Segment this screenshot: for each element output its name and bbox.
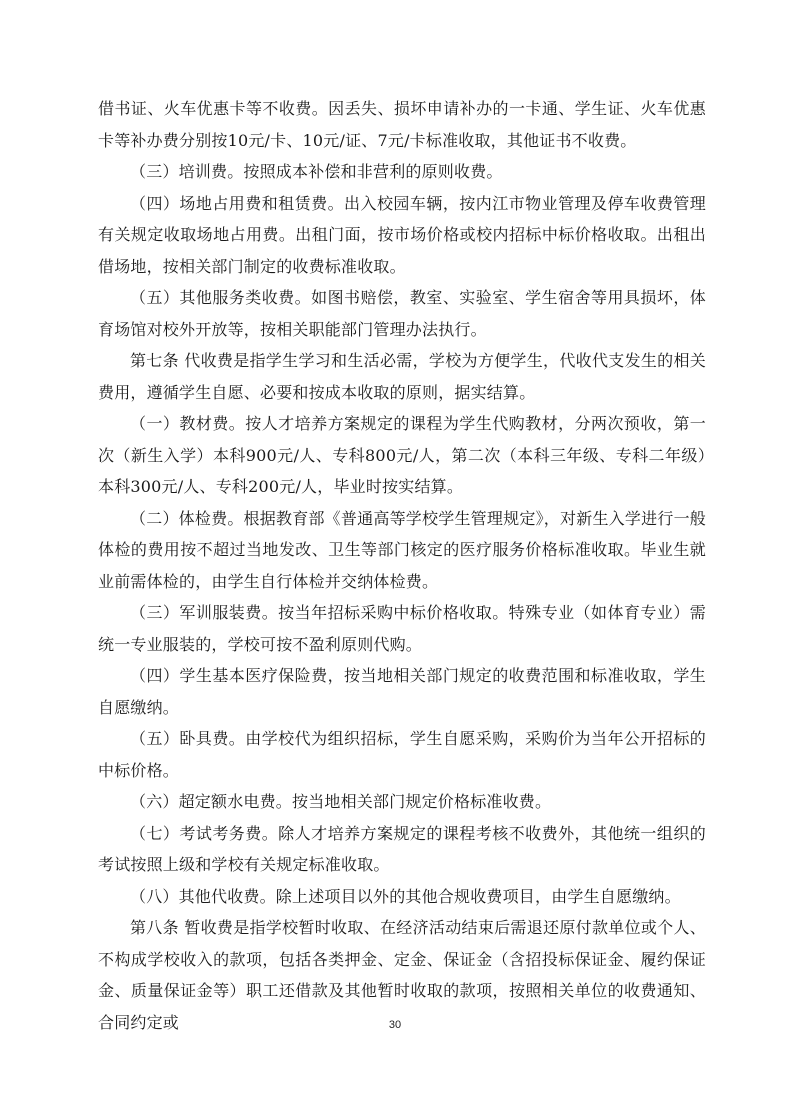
paragraph-other-service-fee: （五）其他服务类收费。如图书赔偿，教室、实验室、学生宿舍等用具损坏，体育场馆对校外开放等，按相关职能部门管理办法执行。 [98,288,706,339]
paragraph-venue-rental-fee: （四）场地占用费和租赁费。出入校园车辆，按内江市物业管理及停车收费管理有关规定收取场地占用费。出租门面，按市场价格或校内招标中标价格收取。出租出借场地，按相关部门制定的收费标准收取。 [98,193,706,276]
page-number: 30 [388,1019,402,1031]
paragraph-textbook-fee: （一）教材费。按人才培养方案规定的课程为学生代购教材，分两次预收，第一次（新生入学）本科900元/人、专科800元/人，第二次（本科三年级、专科二年级）本科300元/人、专科200元/人，毕业时按实结算。 [98,414,706,496]
paragraph-training-fee: （三）培训费。按照成本补偿和非营利的原则收费。 [130,162,503,181]
paragraph-fee-continuation: 借书证、火车优惠卡等不收费。因丢失、损坏申请补办的一卡通、学生证、火车优惠卡等补办费分别按10元/卡、10元/证、7元/卡标准收取，其他证书不收费。 [98,99,706,150]
paragraph-utilities-fee: （六）超定额水电费。按当地相关部门规定价格标准收费。 [130,792,552,811]
paragraph-medical-insurance-fee: （四）学生基本医疗保险费，按当地相关部门规定的收费范围和标准收取，学生自愿缴纳。 [98,666,706,717]
paragraph-exam-fee: （七）考试考务费。除人才培养方案规定的课程考核不收费外，其他统一组织的考试按照上级和学校有关规定标准收取。 [98,823,706,874]
paragraph-article-7: 第七条 代收费是指学生学习和生活必需，学校为方便学生，代收代支发生的相关费用，遵循学生自愿、必要和按成本收取的原则，据实结算。 [98,351,706,402]
paragraph-bedding-fee: （五）卧具费。由学校代为组织招标，学生自愿采购，采购价为当年公开招标的中标价格。 [98,729,706,780]
paragraph-medical-exam-fee: （二）体检费。根据教育部《普通高等学校学生管理规定》，对新生入学进行一般体检的费用按不超过当地发改、卫生等部门核定的医疗服务价格标准收取。毕业生就业前需体检的，由学生自行体检并交纳体检费。 [98,508,706,591]
paragraph-military-uniform-fee: （三）军训服装费。按当年招标采购中标价格收取。特殊专业（如体育专业）需统一专业服装的，学校可按不盈利原则代购。 [98,603,706,654]
paragraph-other-collection-fee: （八）其他代收费。除上述项目以外的其他合规收费项目，由学生自愿缴纳。 [130,886,681,906]
page-body [98,93,706,1038]
paragraph-article-8: 第八条 暂收费是指学校暂时收取、在经济活动结束后需退还原付款单位或个人、不构成学校收入的款项，包括各类押金、定金、保证金（含招投标保证金、履约保证金、质量保证金等）职工还借款及其他暂时收取的款项，按照相关单位的收费通知、合同约定或 [98,918,706,1032]
